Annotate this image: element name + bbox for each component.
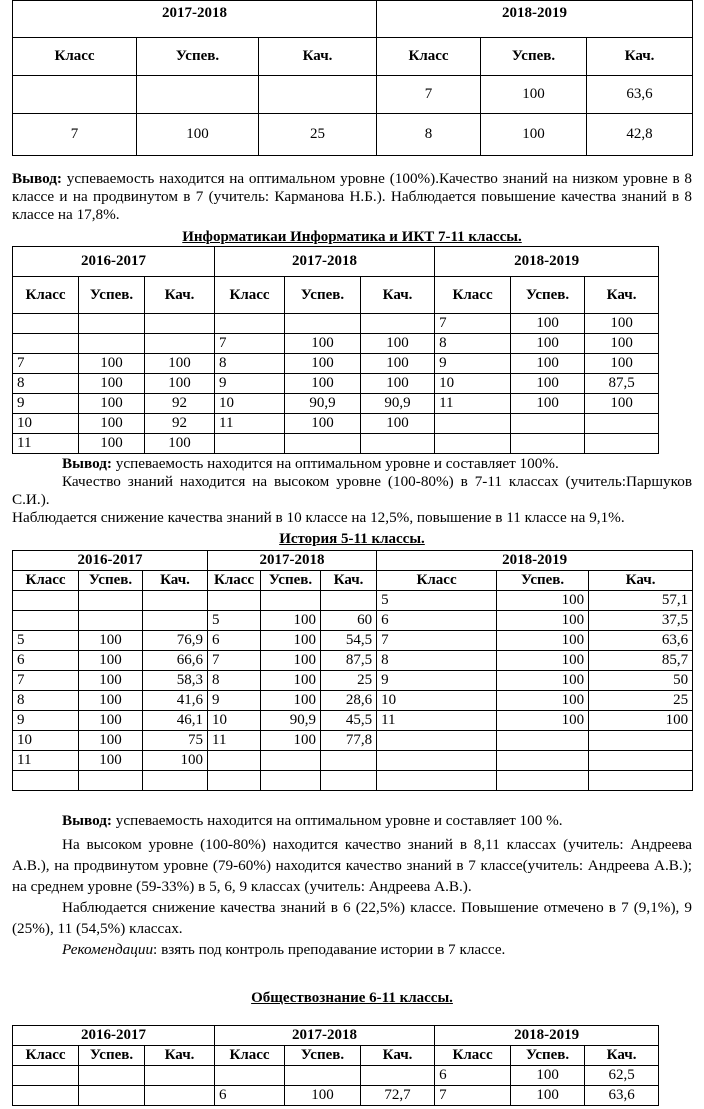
conclusion-line: успеваемость находится на оптимальном уровне и составляет 100%. [111, 455, 559, 472]
table-cell [285, 314, 361, 334]
year-header: 2017-2018 [215, 1026, 435, 1046]
table-cell: 8 [435, 334, 511, 354]
table-cell: 7 [13, 671, 79, 691]
table-cell [511, 414, 585, 434]
table-cell [589, 771, 693, 791]
table-cell: 8 [215, 354, 285, 374]
table-cell: 100 [497, 651, 589, 671]
table-cell: 100 [511, 374, 585, 394]
table-cell [285, 434, 361, 454]
conclusion-label: Вывод: [62, 455, 112, 472]
table-cell: 100 [79, 691, 143, 711]
table-cell: 100 [145, 354, 215, 374]
table-cell: 63,6 [585, 1086, 659, 1106]
table-cell: 100 [481, 114, 587, 156]
table-cell: 8 [13, 691, 79, 711]
table-cell: 10 [435, 374, 511, 394]
column-header: Успев. [511, 277, 585, 314]
table-cell: 50 [589, 671, 693, 691]
table-cell: 11 [13, 751, 79, 771]
table-cell: 100 [361, 334, 435, 354]
table-history [12, 550, 693, 791]
table-cell [13, 76, 137, 114]
table-cell: 100 [79, 731, 143, 751]
table-cell: 7 [377, 631, 497, 651]
table-cell [585, 414, 659, 434]
table-cell: 100 [261, 671, 321, 691]
table-informatics [12, 246, 659, 454]
table-cell: 9 [435, 354, 511, 374]
table-cell [321, 751, 377, 771]
conclusion-paragraph: Наблюдается снижение качества знаний в 6 (22,5%) классе. Повышение отмечено в 7 (9,1%), 9 (25%), 11 (54,5%) классах. [12, 899, 692, 937]
table-cell: 87,5 [585, 374, 659, 394]
column-header: Кач. [585, 277, 659, 314]
table-row [13, 434, 659, 454]
table-cell [321, 771, 377, 791]
column-header: Успев. [497, 571, 589, 591]
table-cell [589, 731, 693, 751]
table-cell: 58,3 [143, 671, 208, 691]
table-cell: 5 [13, 631, 79, 651]
table-cell [435, 414, 511, 434]
table-cell: 100 [261, 611, 321, 631]
table-cell: 72,7 [361, 1086, 435, 1106]
table-cell: 6 [208, 631, 261, 651]
table-cell: 100 [143, 751, 208, 771]
table-cell: 7 [215, 334, 285, 354]
table-cell: 10 [377, 691, 497, 711]
table-cell [208, 591, 261, 611]
table-cell: 100 [285, 354, 361, 374]
table-cell: 9 [208, 691, 261, 711]
table-cell: 100 [145, 374, 215, 394]
table-cell: 7 [13, 354, 79, 374]
table-cell: 100 [79, 394, 145, 414]
table-row [13, 751, 693, 771]
table-cell: 100 [361, 414, 435, 434]
column-header: Успев. [285, 277, 361, 314]
table-cell [13, 334, 79, 354]
table-cell: 100 [585, 354, 659, 374]
table-row [13, 691, 693, 711]
table-cell: 5 [377, 591, 497, 611]
year-header: 2017-2018 [13, 1, 377, 38]
table-cell: 63,6 [587, 76, 693, 114]
table-cell [208, 751, 261, 771]
table-cell: 10 [215, 394, 285, 414]
table-cell: 100 [79, 651, 143, 671]
table-cell [585, 434, 659, 454]
table-cell: 100 [481, 76, 587, 114]
table-cell [285, 1066, 361, 1086]
table-cell [377, 751, 497, 771]
table-cell: 100 [511, 1086, 585, 1106]
column-header: Класс [13, 277, 79, 314]
year-header: 2018-2019 [435, 1026, 659, 1046]
table-cell [143, 611, 208, 631]
table-row [13, 114, 693, 156]
table-cell [435, 434, 511, 454]
table-row [13, 314, 659, 334]
table-row [13, 1086, 659, 1106]
table-cell [145, 314, 215, 334]
table-row [13, 611, 693, 631]
table-2017-2019 [12, 0, 693, 156]
table-cell: 100 [261, 631, 321, 651]
table-cell: 6 [435, 1066, 511, 1086]
conclusion-label: Вывод: [12, 170, 62, 187]
table-cell: 100 [261, 731, 321, 751]
column-header: Кач. [361, 1046, 435, 1066]
table-cell: 100 [285, 374, 361, 394]
year-header: 2017-2018 [215, 247, 435, 277]
section-heading-social-studies: Обществознание 6-11 классы. [251, 990, 453, 1006]
table-cell: 7 [435, 1086, 511, 1106]
column-header: Успев. [79, 571, 143, 591]
column-header: Успев. [285, 1046, 361, 1066]
table-cell: 7 [208, 651, 261, 671]
table-cell: 62,5 [585, 1066, 659, 1086]
year-header: 2017-2018 [208, 551, 377, 571]
table-cell [79, 611, 143, 631]
table-cell: 100 [511, 334, 585, 354]
table-cell: 8 [377, 114, 481, 156]
table-row [13, 354, 659, 374]
table-cell: 100 [285, 1086, 361, 1106]
table-cell: 100 [585, 314, 659, 334]
table-cell: 100 [261, 691, 321, 711]
table-row [13, 711, 693, 731]
table-cell: 100 [511, 1066, 585, 1086]
column-header: Кач. [361, 277, 435, 314]
table-cell: 75 [143, 731, 208, 751]
year-header: 2016-2017 [13, 247, 215, 277]
year-header: 2016-2017 [13, 1026, 215, 1046]
column-header: Класс [215, 1046, 285, 1066]
table-row [13, 1066, 659, 1086]
table-cell: 100 [79, 374, 145, 394]
table-cell: 100 [79, 751, 143, 771]
table-cell [361, 434, 435, 454]
table-cell [145, 1066, 215, 1086]
column-header: Успев. [79, 1046, 145, 1066]
table-cell [261, 591, 321, 611]
table-cell [511, 434, 585, 454]
table-cell: 9 [215, 374, 285, 394]
table-cell [13, 611, 79, 631]
table-cell: 100 [285, 334, 361, 354]
table-cell [137, 76, 259, 114]
year-header: 2016-2017 [13, 551, 208, 571]
column-header: Класс [377, 38, 481, 76]
conclusion-line: Качество знаний находится на высоком уровне (100-80%) в 7-11 классах (учитель:Паршуков С.И.). [12, 473, 692, 508]
column-header: Класс [13, 38, 137, 76]
table-cell [259, 76, 377, 114]
table-cell: 42,8 [587, 114, 693, 156]
table-social-studies [12, 1025, 659, 1106]
table-row [13, 414, 659, 434]
table-cell: 11 [215, 414, 285, 434]
column-header: Успев. [79, 277, 145, 314]
column-header: Успев. [511, 1046, 585, 1066]
table-cell: 100 [79, 354, 145, 374]
table-cell: 100 [79, 711, 143, 731]
table-cell [377, 731, 497, 751]
table-cell: 11 [208, 731, 261, 751]
table-cell: 100 [145, 434, 215, 454]
table-row [13, 374, 659, 394]
table-cell: 76,9 [143, 631, 208, 651]
table-cell: 100 [511, 314, 585, 334]
table-cell: 25 [259, 114, 377, 156]
column-header: Класс [435, 1046, 511, 1066]
table-cell [208, 771, 261, 791]
column-header: Кач. [321, 571, 377, 591]
column-header: Кач. [145, 277, 215, 314]
table-cell [145, 334, 215, 354]
table-cell: 54,5 [321, 631, 377, 651]
table-cell: 100 [497, 691, 589, 711]
table-cell: 90,9 [285, 394, 361, 414]
column-header: Успев. [481, 38, 587, 76]
table-cell [79, 334, 145, 354]
table-row [13, 671, 693, 691]
table-cell: 100 [589, 711, 693, 731]
column-header: Кач. [143, 571, 208, 591]
table-cell: 100 [79, 434, 145, 454]
table-cell [145, 1086, 215, 1106]
table-cell: 11 [13, 434, 79, 454]
column-header: Успев. [137, 38, 259, 76]
table-cell: 5 [208, 611, 261, 631]
table-cell: 9 [13, 711, 79, 731]
column-header: Кач. [585, 1046, 659, 1066]
conclusion-label: Вывод: [62, 812, 112, 829]
table-cell [143, 591, 208, 611]
column-header: Кач. [589, 571, 693, 591]
table-cell: 77,8 [321, 731, 377, 751]
year-header: 2018-2019 [377, 551, 693, 571]
table-cell: 100 [497, 631, 589, 651]
table-cell [361, 314, 435, 334]
table-cell: 100 [585, 334, 659, 354]
conclusion-paragraph: На высоком уровне (100-80%) находится качество знаний в 8,11 классах (учитель: Андреева А.В.), на продвинутом уровне (79-60%) находится качество знаний в 7 классе(учитель: Андреева А.В.); на среднем уровне (59-33%) в 5, 6, 9 классах (учитель: Андреева А.В.). [12, 836, 692, 895]
conclusion-2 [12, 455, 692, 527]
table-cell: 10 [13, 731, 79, 751]
table-row [13, 771, 693, 791]
table-cell: 100 [497, 591, 589, 611]
column-header: Кач. [145, 1046, 215, 1066]
conclusion-text: успеваемость находится на оптимальном уровне (100%).Качество знаний на низком уровне в 8 классе и на продвинутом в 7 (учитель: Карманова Н.Б.). Наблюдается повышение качества знаний в 8 классе на 17,8%. [12, 170, 692, 223]
table-cell [13, 1086, 79, 1106]
table-cell [261, 751, 321, 771]
table-cell: 100 [361, 354, 435, 374]
table-cell [13, 314, 79, 334]
table-cell [589, 751, 693, 771]
table-cell: 10 [208, 711, 261, 731]
table-cell: 100 [511, 394, 585, 414]
table-cell: 6 [215, 1086, 285, 1106]
table-cell [497, 731, 589, 751]
recommendation-text: : взять под контроль преподавание истории в 7 классе. [153, 941, 506, 958]
table-cell: 90,9 [361, 394, 435, 414]
table-cell: 57,1 [589, 591, 693, 611]
table-cell: 100 [497, 671, 589, 691]
section-heading-informatics: Информатикаи Информатика и ИКТ 7-11 классы. [182, 229, 522, 245]
table-cell [143, 771, 208, 791]
table-cell [215, 1066, 285, 1086]
column-header: Кач. [587, 38, 693, 76]
column-header: Класс [435, 277, 511, 314]
table-cell: 100 [79, 671, 143, 691]
table-cell: 63,6 [589, 631, 693, 651]
table-cell: 7 [377, 76, 481, 114]
table-cell: 92 [145, 414, 215, 434]
table-cell [79, 1066, 145, 1086]
year-header: 2018-2019 [377, 1, 693, 38]
table-row [13, 631, 693, 651]
table-row [13, 731, 693, 751]
table-cell [261, 771, 321, 791]
table-cell: 6 [13, 651, 79, 671]
column-header: Класс [208, 571, 261, 591]
table-cell [361, 1066, 435, 1086]
table-cell [13, 1066, 79, 1086]
table-cell: 100 [511, 354, 585, 374]
table-cell: 9 [377, 671, 497, 691]
year-header: 2018-2019 [435, 247, 659, 277]
table-cell: 100 [79, 414, 145, 434]
column-header: Класс [215, 277, 285, 314]
table-cell [13, 591, 79, 611]
table-cell: 100 [285, 414, 361, 434]
table-cell: 41,6 [143, 691, 208, 711]
table-cell [497, 771, 589, 791]
recommendation-label: Рекомендации [62, 941, 154, 958]
table-cell: 90,9 [261, 711, 321, 731]
section-heading-history: История 5-11 классы. [279, 531, 425, 547]
table-cell: 100 [497, 711, 589, 731]
table-cell: 45,5 [321, 711, 377, 731]
table-cell: 100 [137, 114, 259, 156]
conclusion-1 [12, 170, 692, 224]
column-header: Класс [13, 571, 79, 591]
table-cell: 100 [79, 631, 143, 651]
table-cell [497, 751, 589, 771]
table-cell [13, 771, 79, 791]
table-cell: 100 [497, 611, 589, 631]
table-cell [377, 771, 497, 791]
table-cell [215, 314, 285, 334]
table-cell: 25 [589, 691, 693, 711]
table-cell: 8 [377, 651, 497, 671]
table-cell: 85,7 [589, 651, 693, 671]
table-row [13, 591, 693, 611]
table-cell: 100 [261, 651, 321, 671]
column-header: Класс [13, 1046, 79, 1066]
conclusion-line: Наблюдается снижение качества знаний в 10 классе на 12,5%, повышение в 11 классе на 9,1%. [12, 509, 625, 526]
table-row [13, 394, 659, 414]
table-cell [79, 1086, 145, 1106]
conclusion-line: успеваемость находится на оптимальном уровне и составляет 100 %. [111, 812, 563, 829]
table-cell: 11 [435, 394, 511, 414]
table-cell: 92 [145, 394, 215, 414]
table-cell [215, 434, 285, 454]
table-cell: 100 [361, 374, 435, 394]
table-cell: 7 [13, 114, 137, 156]
column-header: Кач. [259, 38, 377, 76]
table-cell: 8 [13, 374, 79, 394]
column-header: Класс [377, 571, 497, 591]
table-cell: 46,1 [143, 711, 208, 731]
table-row [13, 76, 693, 114]
table-row [13, 334, 659, 354]
table-cell: 10 [13, 414, 79, 434]
table-cell: 87,5 [321, 651, 377, 671]
table-cell: 8 [208, 671, 261, 691]
table-cell: 25 [321, 671, 377, 691]
table-cell: 6 [377, 611, 497, 631]
table-cell [321, 591, 377, 611]
conclusion-3 [12, 812, 692, 960]
table-row [13, 651, 693, 671]
table-cell: 60 [321, 611, 377, 631]
column-header: Успев. [261, 571, 321, 591]
table-cell [79, 591, 143, 611]
table-cell [79, 771, 143, 791]
table-cell: 100 [585, 394, 659, 414]
table-cell: 37,5 [589, 611, 693, 631]
table-cell [79, 314, 145, 334]
table-cell: 9 [13, 394, 79, 414]
table-cell: 11 [377, 711, 497, 731]
table-cell: 66,6 [143, 651, 208, 671]
table-cell: 7 [435, 314, 511, 334]
table-cell: 28,6 [321, 691, 377, 711]
